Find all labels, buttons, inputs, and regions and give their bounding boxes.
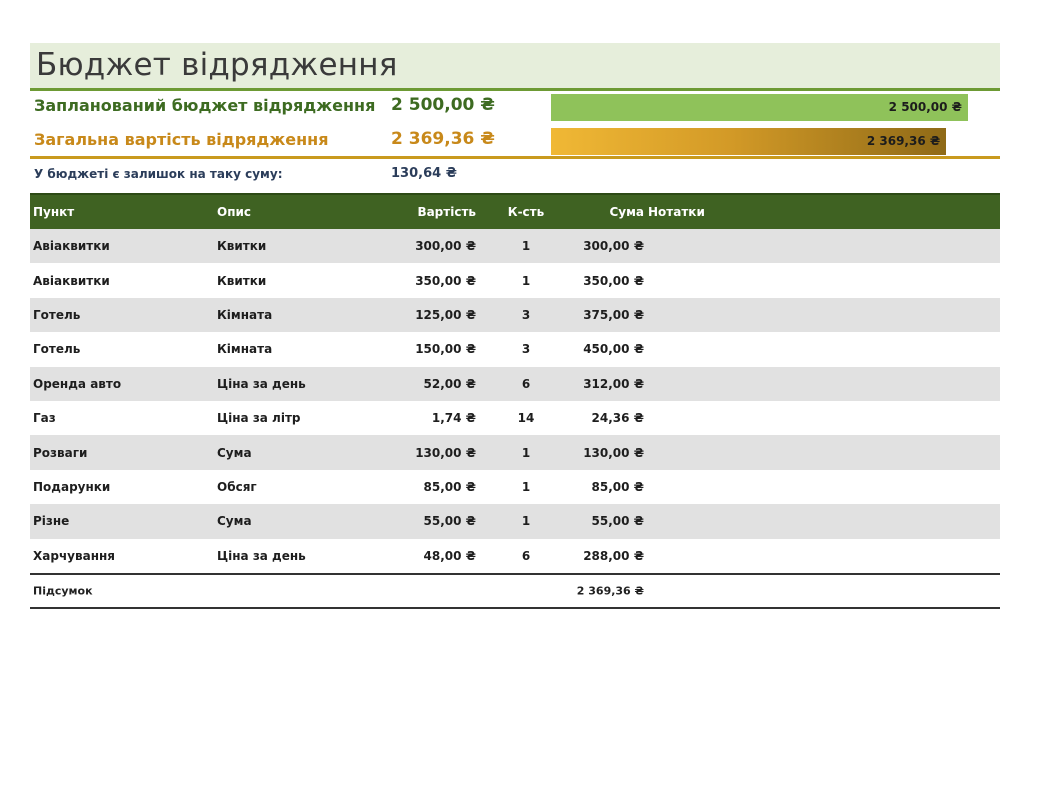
- cell-qty[interactable]: 6: [521, 376, 531, 391]
- cell-cost[interactable]: 48,00 ₴: [423, 548, 476, 563]
- cell-item[interactable]: Харчування: [33, 548, 115, 563]
- cell-desc[interactable]: Обсяг: [217, 479, 257, 494]
- total-cost-label: Загальна вартість відрядження: [34, 130, 329, 149]
- budget-bar-track: [551, 94, 968, 121]
- cell-item[interactable]: Оренда авто: [33, 376, 122, 391]
- cell-item[interactable]: Газ: [33, 411, 56, 426]
- header-sum[interactable]: Сума: [609, 205, 644, 219]
- cell-sum[interactable]: 55,00 ₴: [591, 514, 644, 529]
- cell-qty[interactable]: 1: [521, 479, 531, 494]
- cell-item[interactable]: Різне: [33, 514, 70, 529]
- table-row: [30, 539, 1000, 573]
- cell-sum[interactable]: 450,00 ₴: [583, 342, 644, 357]
- cell-cost[interactable]: 1,74 ₴: [431, 411, 476, 426]
- cell-desc[interactable]: Квитки: [217, 239, 267, 254]
- cell-cost[interactable]: 350,00 ₴: [415, 273, 476, 288]
- expenses-table: [30, 193, 1000, 609]
- cell-desc[interactable]: Кімната: [217, 307, 273, 322]
- cell-sum[interactable]: 375,00 ₴: [583, 307, 644, 322]
- cell-desc[interactable]: Квитки: [217, 273, 267, 288]
- table-row: [30, 435, 1000, 469]
- cell-sum[interactable]: 300,00 ₴: [583, 239, 644, 254]
- table-row: [30, 504, 1000, 538]
- header-qty[interactable]: К-сть: [507, 205, 545, 219]
- table-header: [30, 193, 1000, 229]
- total-label[interactable]: Підсумок: [33, 584, 93, 598]
- cell-sum[interactable]: 288,00 ₴: [583, 548, 644, 563]
- header-notes[interactable]: Нотатки: [648, 205, 705, 219]
- budget-bar-label: 2 500,00 ₴: [888, 100, 962, 114]
- total-cost-value[interactable]: 2 369,36 ₴: [391, 129, 495, 149]
- remaining-value[interactable]: 130,64 ₴: [391, 166, 457, 181]
- cell-cost[interactable]: 150,00 ₴: [415, 342, 476, 357]
- header-desc[interactable]: Опис: [217, 205, 252, 219]
- table-row: [30, 401, 1000, 435]
- cell-cost[interactable]: 55,00 ₴: [423, 514, 476, 529]
- cell-cost[interactable]: 125,00 ₴: [415, 307, 476, 322]
- cell-qty[interactable]: 3: [521, 342, 531, 357]
- table-row: [30, 263, 1000, 297]
- cell-qty[interactable]: 1: [521, 239, 531, 254]
- cell-item[interactable]: Подарунки: [33, 479, 111, 494]
- cell-item[interactable]: Розваги: [33, 445, 88, 460]
- remaining-label: У бюджеті є залишок на таку суму:: [34, 167, 283, 181]
- planned-budget-value[interactable]: 2 500,00 ₴: [391, 95, 495, 115]
- cell-item[interactable]: Авіаквитки: [33, 273, 110, 288]
- header-item[interactable]: Пункт: [33, 205, 75, 219]
- cell-sum[interactable]: 312,00 ₴: [583, 376, 644, 391]
- table-row: [30, 367, 1000, 401]
- table-row: [30, 229, 1000, 263]
- cell-item[interactable]: Готель: [33, 307, 81, 322]
- cell-item[interactable]: Авіаквитки: [33, 239, 110, 254]
- table-row: [30, 298, 1000, 332]
- planned-budget-label: Запланований бюджет відрядження: [34, 96, 376, 115]
- cell-qty[interactable]: 1: [521, 445, 531, 460]
- cell-desc[interactable]: Ціна за день: [217, 548, 306, 563]
- cost-bar-track: [551, 128, 968, 155]
- planned-budget-row: [30, 92, 1000, 122]
- cell-sum[interactable]: 130,00 ₴: [583, 445, 644, 460]
- cell-qty[interactable]: 6: [521, 548, 531, 563]
- cell-cost[interactable]: 130,00 ₴: [415, 445, 476, 460]
- cell-desc[interactable]: Ціна за день: [217, 376, 306, 391]
- cell-qty[interactable]: 1: [521, 514, 531, 529]
- total-row: [30, 573, 1000, 609]
- cell-sum[interactable]: 85,00 ₴: [591, 479, 644, 494]
- total-cost-row: [30, 126, 1000, 159]
- cell-cost[interactable]: 300,00 ₴: [415, 239, 476, 254]
- table-body: [30, 229, 1000, 573]
- cost-bar: [551, 128, 946, 155]
- cell-qty[interactable]: 3: [521, 307, 531, 322]
- cell-cost[interactable]: 85,00 ₴: [423, 479, 476, 494]
- cell-desc[interactable]: Ціна за літр: [217, 411, 301, 426]
- table-row: [30, 470, 1000, 504]
- page-title: Бюджет відрядження: [36, 47, 398, 83]
- header-cost[interactable]: Вартість: [417, 205, 476, 219]
- total-sum[interactable]: 2 369,36 ₴: [576, 584, 644, 598]
- remaining-row: [30, 163, 1000, 187]
- budget-bar: [551, 94, 968, 121]
- cell-sum[interactable]: 24,36 ₴: [591, 411, 644, 426]
- cell-desc[interactable]: Кімната: [217, 342, 273, 357]
- cell-qty[interactable]: 14: [517, 411, 535, 426]
- cell-qty[interactable]: 1: [521, 273, 531, 288]
- cell-sum[interactable]: 350,00 ₴: [583, 273, 644, 288]
- table-row: [30, 332, 1000, 366]
- cell-desc[interactable]: Сума: [217, 514, 252, 529]
- cell-cost[interactable]: 52,00 ₴: [423, 376, 476, 391]
- cell-desc[interactable]: Сума: [217, 445, 252, 460]
- cell-item[interactable]: Готель: [33, 342, 81, 357]
- title-bar: [30, 43, 1000, 91]
- cost-bar-label: 2 369,36 ₴: [866, 134, 941, 148]
